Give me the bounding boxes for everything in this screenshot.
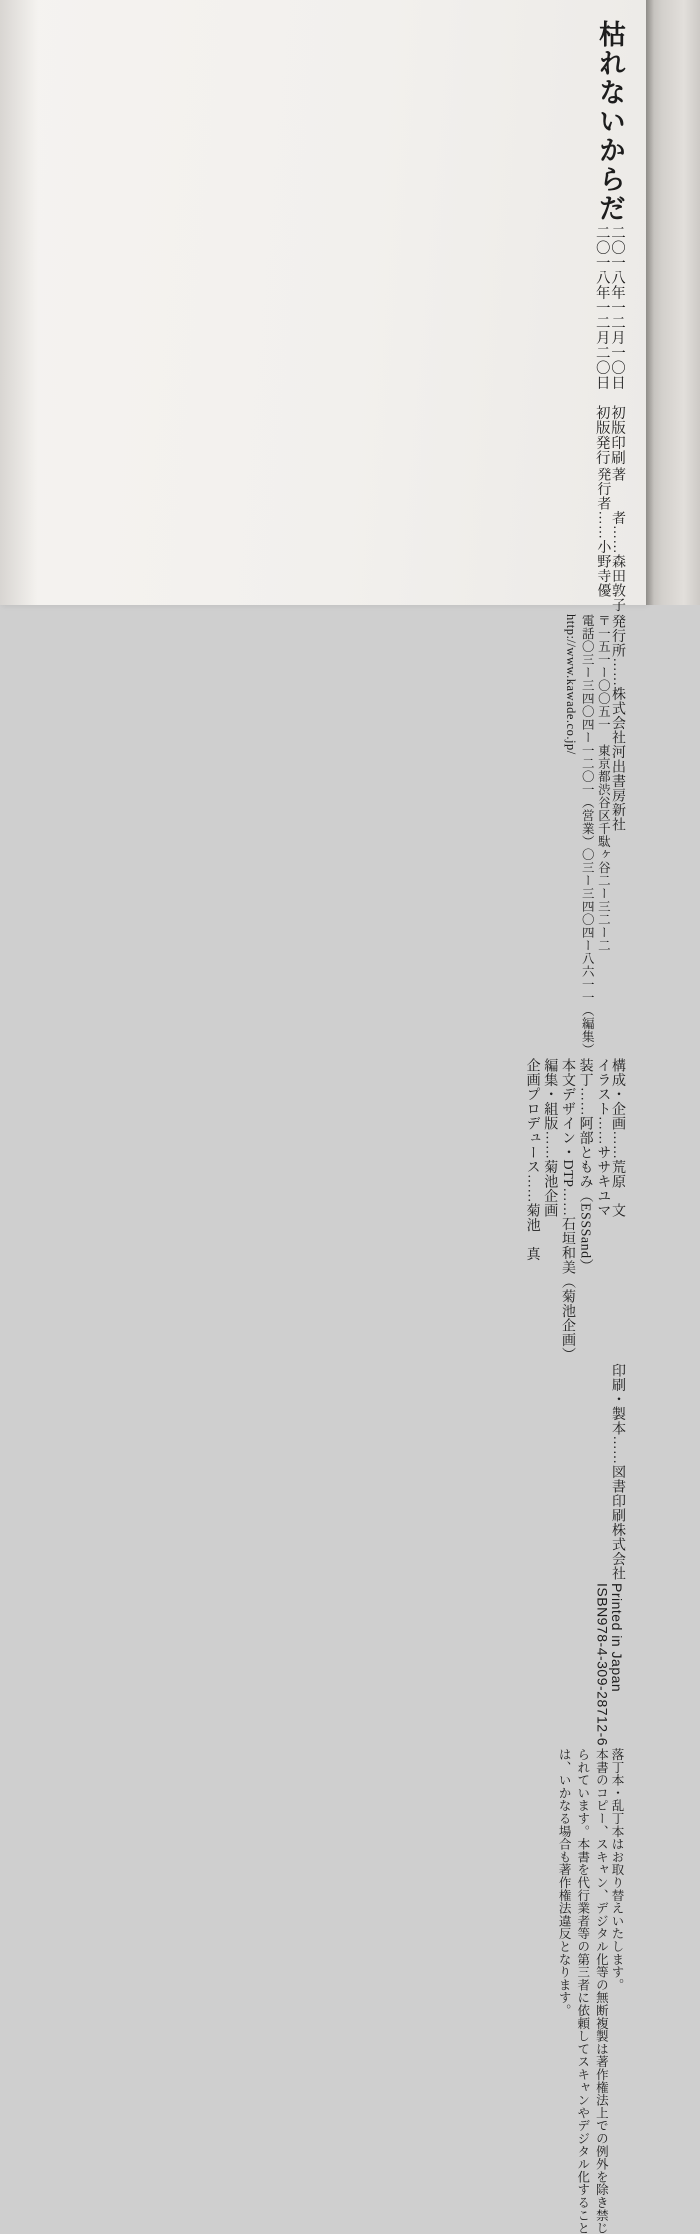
notice-line-1: 落丁本・乱丁本はお取り替えいたします。 [610,1748,624,1992]
publisher-url[interactable]: http://www.kawade.co.jp/ [564,614,579,755]
publisher-postal-address: 〒一五一ー〇〇五一 東京都渋谷区千駄ヶ谷二ー三二ー二 [596,614,611,952]
credit-composition: 構成・企画……荒原 文 [610,1058,625,1218]
colophon-text-block [46,18,625,2234]
author-line: 著 者……森田敦子 [610,467,625,612]
production-credits [521,1056,624,1361]
notice-line-2: 本書のコピー、スキャン、デジタル化等の無断複製は著作権法上での例外を除き禁じ [594,1748,609,2234]
printer-line: 印刷・製本……図書印刷株式会社 [610,1363,625,1581]
credit-editing-typesetting: 編集・組版……菊池企画 [542,1058,558,1218]
publisher-name: 発行所……株式会社河出書房新社 [610,614,625,832]
printed-in-japan: Printed in Japan [609,1582,625,1693]
notice-line-4: は、いかなる場合も著作権法違反となります。 [557,1748,572,2017]
printing-binding [609,1361,624,1581]
credit-illustration: イラスト……ササキユマ [595,1058,611,1218]
publisher-block [561,612,624,1056]
notice-line-3: られています。本書を代行業者等の第三者に依頼してスキャンやデジタル化すること [575,1748,590,2234]
print-date: 二〇一八年一二月一〇日 初版印刷 [609,225,625,465]
book-title: 枯れないからだ [595,20,625,223]
credit-produce: 企画プロデュース……菊池 真 [524,1058,540,1261]
page-edge [646,0,700,605]
publisher-telephone: 電話〇三ー三四〇四ー一二〇一（営業）〇三ー三四〇四ー八六一一（編集） [580,614,595,1056]
author-and-publisher-roles [592,465,624,612]
credit-cover-design: 装丁……阿部ともみ（ESSSand） [577,1058,593,1274]
publish-date: 二〇一八年一二月二〇日 初版発行 [593,225,610,465]
isbn-block [589,1581,624,1746]
publication-dates [591,223,624,465]
isbn-number: ISBN978-4-309-28712-6 [594,1582,611,1746]
credit-text-design-dtp: 本文デザイン・DTP……石垣和美（菊池企画） [559,1058,575,1362]
publisher-person-line: 発行者……小野寺優 [595,467,611,598]
copyright-notice [553,1746,625,2234]
